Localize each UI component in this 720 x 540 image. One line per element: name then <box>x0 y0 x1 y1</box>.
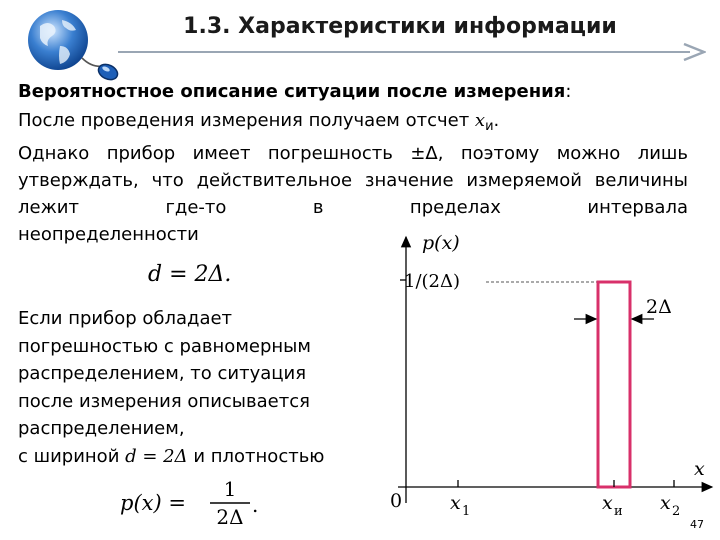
density-formula-numerator: 1 <box>223 477 237 501</box>
uniform-rectangle <box>598 282 630 487</box>
density-formula-period: . <box>252 493 259 517</box>
reading-subscript: и <box>485 119 494 134</box>
x2-label: x <box>660 492 671 514</box>
uniform-line: погрешностью с равномерным <box>18 335 311 357</box>
uniform-line: распределением, то ситуация <box>18 363 307 384</box>
density-level-label: 1/(2Δ) <box>404 271 461 292</box>
uniform-paragraph <box>18 305 388 470</box>
header-arrow-divider <box>118 40 706 66</box>
uniform-line: Если прибор обладает <box>18 308 233 329</box>
section-heading <box>18 78 571 105</box>
reading-text: После проведения измерения получаем отсчет <box>18 110 475 131</box>
section-heading-text: Вероятностное описание ситуации после измерения <box>18 81 566 102</box>
uniform-last-math: d = 2Δ <box>125 445 188 467</box>
error-text-last: неопределенности <box>18 224 199 245</box>
error-text-part2: , поэтому можно лишь утверждать, что действительное значение измеряемой величины лежит где-то в пределах интервала <box>18 143 688 218</box>
density-formula <box>120 474 260 530</box>
width-label: 2Δ <box>646 296 672 318</box>
page-title: 1.3. Характеристики информации <box>183 14 617 39</box>
page-number: 47 <box>690 518 704 531</box>
origin-label: 0 <box>390 490 403 512</box>
uniform-density-plot <box>370 225 720 525</box>
density-formula-denominator: 2Δ <box>216 505 244 529</box>
uniform-last-suffix: и плотностью <box>187 445 325 467</box>
x1-label: x <box>450 492 461 514</box>
reading-period: . <box>493 110 500 131</box>
x2-subscript: 2 <box>672 504 681 519</box>
error-text-part1: Однако прибор имеет погрешность <box>18 143 411 164</box>
xi-label: x <box>602 492 613 514</box>
x1-subscript: 1 <box>462 504 471 519</box>
uniform-line: распределением, <box>18 418 185 439</box>
density-formula-lhs: p(x) = <box>120 491 186 515</box>
width-formula: d = 2Δ. <box>148 262 232 287</box>
uniform-line: после измерения описывается <box>18 390 310 412</box>
uniform-line-last <box>18 443 388 471</box>
error-symbol: ±Δ <box>410 143 438 164</box>
x-axis-label: x <box>694 458 705 480</box>
reading-symbol: x <box>474 110 486 131</box>
xi-subscript: и <box>614 504 623 519</box>
globe-mouse-logo <box>22 6 122 88</box>
uniform-last-prefix: с шириной <box>18 445 126 467</box>
y-axis-label: p(x) <box>422 232 460 254</box>
reading-line <box>18 107 499 140</box>
section-heading-colon: : <box>565 81 572 102</box>
